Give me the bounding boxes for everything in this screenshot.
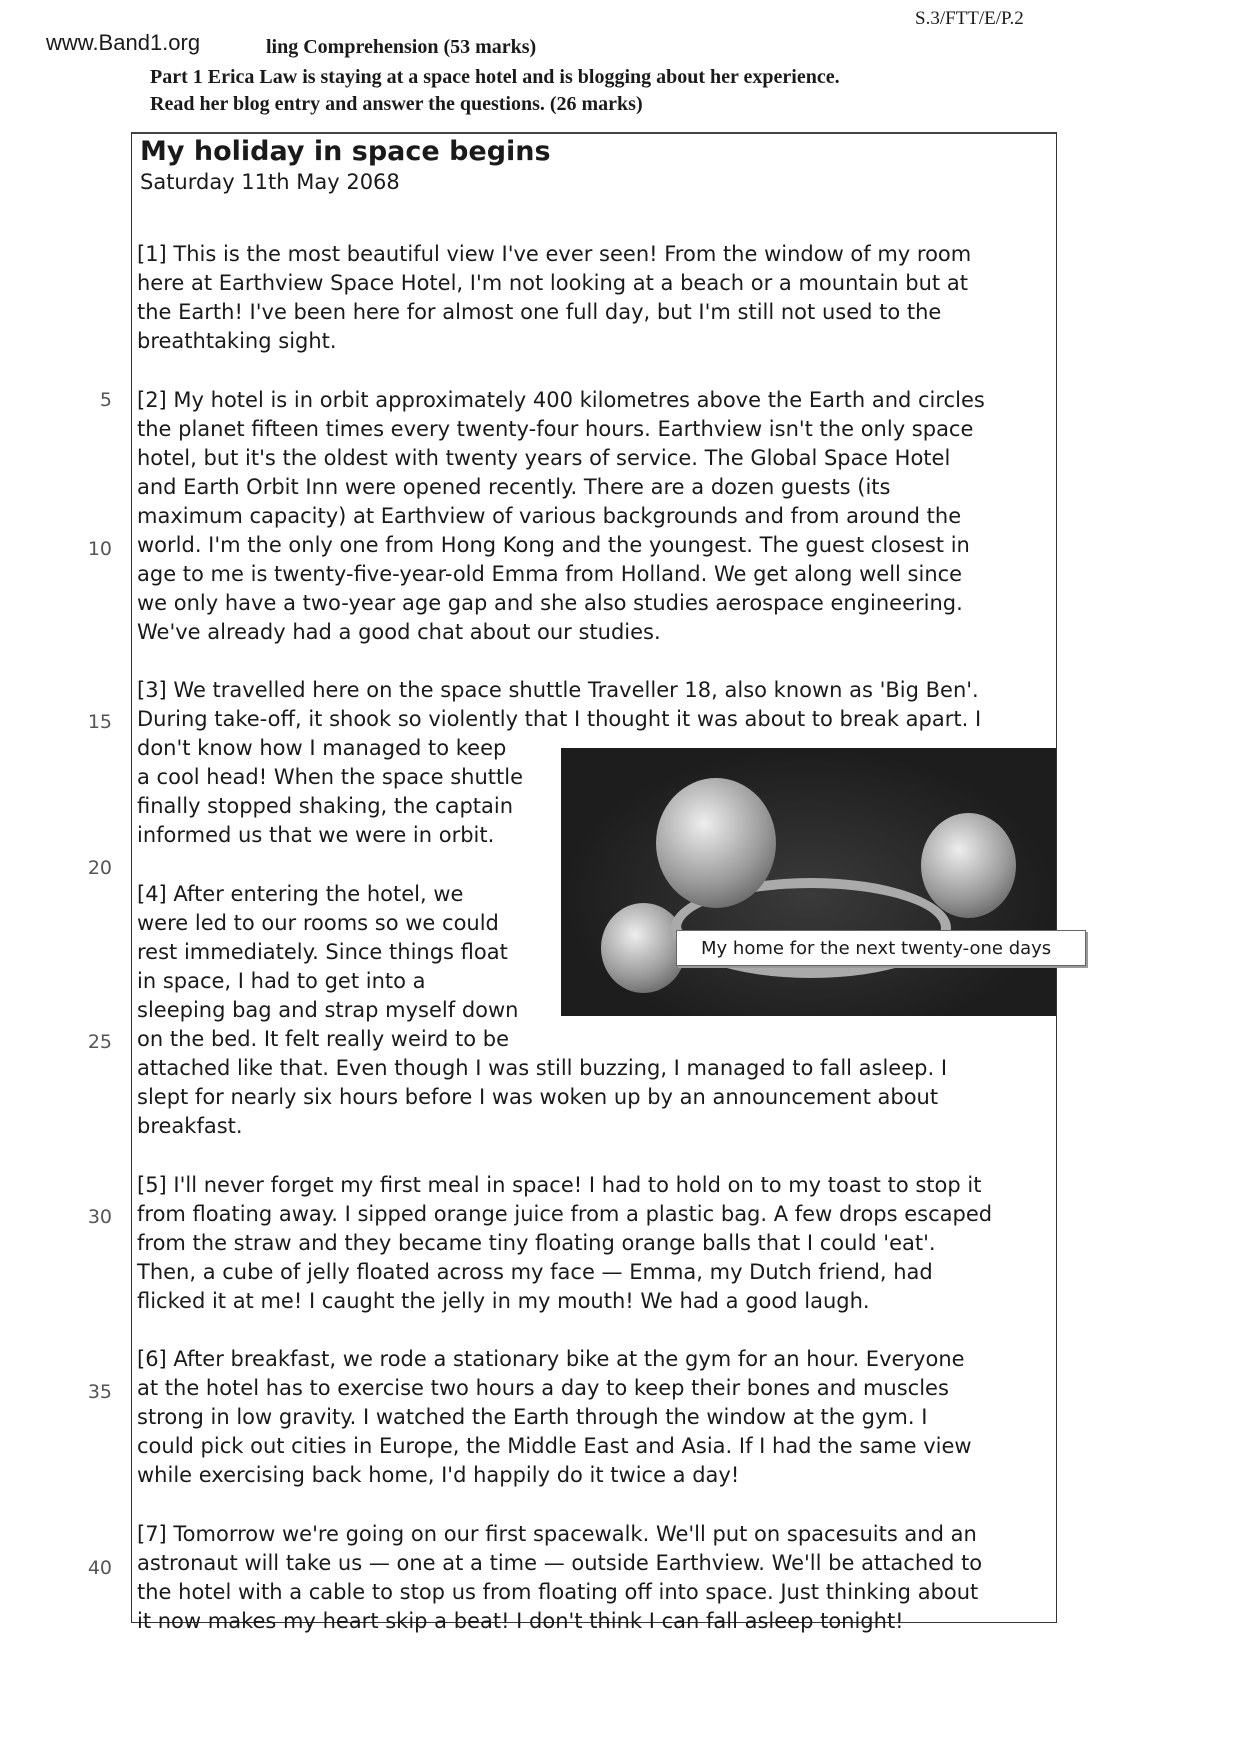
text-line: the planet fifteen times every twenty-four hours. Earthview isn't the only space: [137, 417, 974, 441]
paragraph-5: [137, 1171, 992, 1316]
text-line: on the bed. It felt really weird to be: [137, 1027, 510, 1051]
text-line: sleeping bag and strap myself down: [137, 998, 519, 1022]
text-line: while exercising back home, I'd happily do it twice a day!: [137, 1463, 740, 1487]
text-line: could pick out cities in Europe, the Middle East and Asia. If I had the same view: [137, 1434, 972, 1458]
text-line: finally stopped shaking, the captain: [137, 794, 514, 818]
text-line: [6] After breakfast, we rode a stationary bike at the gym for an hour. Everyone: [137, 1347, 965, 1371]
text-line: in space, I had to get into a: [137, 969, 426, 993]
text-line: Then, a cube of jelly floated across my face — Emma, my Dutch friend, had: [137, 1260, 933, 1284]
text-line: don't know how I managed to keep: [137, 736, 507, 760]
paragraph-7: [137, 1520, 982, 1636]
space-hotel-photo: [561, 748, 1056, 1016]
line-number: 40: [87, 1557, 112, 1579]
text-line: [5] I'll never forget my first meal in space! I had to hold on to my toast to stop it: [137, 1173, 982, 1197]
part-instructions: [150, 64, 840, 118]
text-line: it now makes my heart skip a beat! I don't think I can fall asleep tonight!: [137, 1609, 904, 1633]
line-number: 10: [87, 538, 112, 560]
line-number: 15: [87, 711, 112, 733]
line-number: 5: [99, 389, 112, 411]
line-number: 30: [87, 1206, 112, 1228]
text-line: the Earth! I've been here for almost one full day, but I'm still not used to the: [137, 300, 942, 324]
text-line: hotel, but it's the oldest with twenty years of service. The Global Space Hotel: [137, 446, 951, 470]
text-line: We've already had a good chat about our studies.: [137, 620, 661, 644]
text-line: at the hotel has to exercise two hours a day to keep their bones and muscles: [137, 1376, 949, 1400]
text-line: astronaut will take us — one at a time — outside Earthview. We'll be attached to: [137, 1551, 983, 1575]
paragraph-6: [137, 1345, 972, 1490]
blog-date: Saturday 11th May 2068: [140, 170, 400, 194]
line-number: 25: [87, 1031, 112, 1053]
blog-title: My holiday in space begins: [140, 136, 551, 167]
text-line: [1] This is the most beautiful view I've ever seen! From the window of my room: [137, 242, 972, 266]
text-line: maximum capacity) at Earthview of various backgrounds and from around the: [137, 504, 962, 528]
text-line: and Earth Orbit Inn were opened recently. There are a dozen guests (its: [137, 475, 891, 499]
text-line: breakfast.: [137, 1114, 243, 1138]
line-number: 20: [87, 857, 112, 879]
paragraph-1: [137, 240, 971, 356]
text-line: the hotel with a cable to stop us from floating off into space. Just thinking about: [137, 1580, 979, 1604]
text-line: [4] After entering the hotel, we: [137, 882, 464, 906]
text-line: we only have a two-year age gap and she also studies aerospace engineering.: [137, 591, 963, 615]
text-line: flicked it at me! I caught the jelly in my mouth! We had a good laugh.: [137, 1289, 870, 1313]
text-line: [2] My hotel is in orbit approximately 400 kilometres above the Earth and circles: [137, 388, 985, 412]
text-line: world. I'm the only one from Hong Kong and the youngest. The guest closest in: [137, 533, 970, 557]
text-line: from the straw and they became tiny floating orange balls that I could 'eat'.: [137, 1231, 936, 1255]
text-line: from floating away. I sipped orange juice from a plastic bag. A few drops escaped: [137, 1202, 993, 1226]
instruction-line: Part 1 Erica Law is staying at a space hotel and is blogging about her experience.: [150, 66, 840, 88]
text-line: breathtaking sight.: [137, 329, 337, 353]
text-line: [7] Tomorrow we're going on our first spacewalk. We'll put on spacesuits and an: [137, 1522, 977, 1546]
text-line: informed us that we were in orbit.: [137, 823, 495, 847]
instruction-line: Read her blog entry and answer the questions. (26 marks): [150, 93, 643, 115]
text-line: strong in low gravity. I watched the Earth through the window at the gym. I: [137, 1405, 928, 1429]
text-line: slept for nearly six hours before I was woken up by an announcement about: [137, 1085, 939, 1109]
text-line: here at Earthview Space Hotel, I'm not looking at a beach or a mountain but at: [137, 271, 968, 295]
photo-caption: My home for the next twenty-one days: [676, 930, 1086, 966]
text-line: were led to our rooms so we could: [137, 911, 499, 935]
paragraph-2: [137, 386, 985, 647]
page-code: S.3/FTT/E/P.2: [915, 8, 1024, 29]
text-line: rest immediately. Since things float: [137, 940, 508, 964]
section-heading: ling Comprehension (53 marks): [266, 36, 537, 58]
text-line: age to me is twenty-five-year-old Emma from Holland. We get along well since: [137, 562, 963, 586]
watermark-site: www.Band1.org: [42, 30, 204, 56]
line-number: 35: [87, 1381, 112, 1403]
text-line: [3] We travelled here on the space shuttle Traveller 18, also known as 'Big Ben'.: [137, 678, 979, 702]
text-line: a cool head! When the space shuttle: [137, 765, 523, 789]
text-line: attached like that. Even though I was still buzzing, I managed to fall asleep. I: [137, 1056, 948, 1080]
text-line: During take-off, it shook so violently that I thought it was about to break apart. I: [137, 707, 982, 731]
